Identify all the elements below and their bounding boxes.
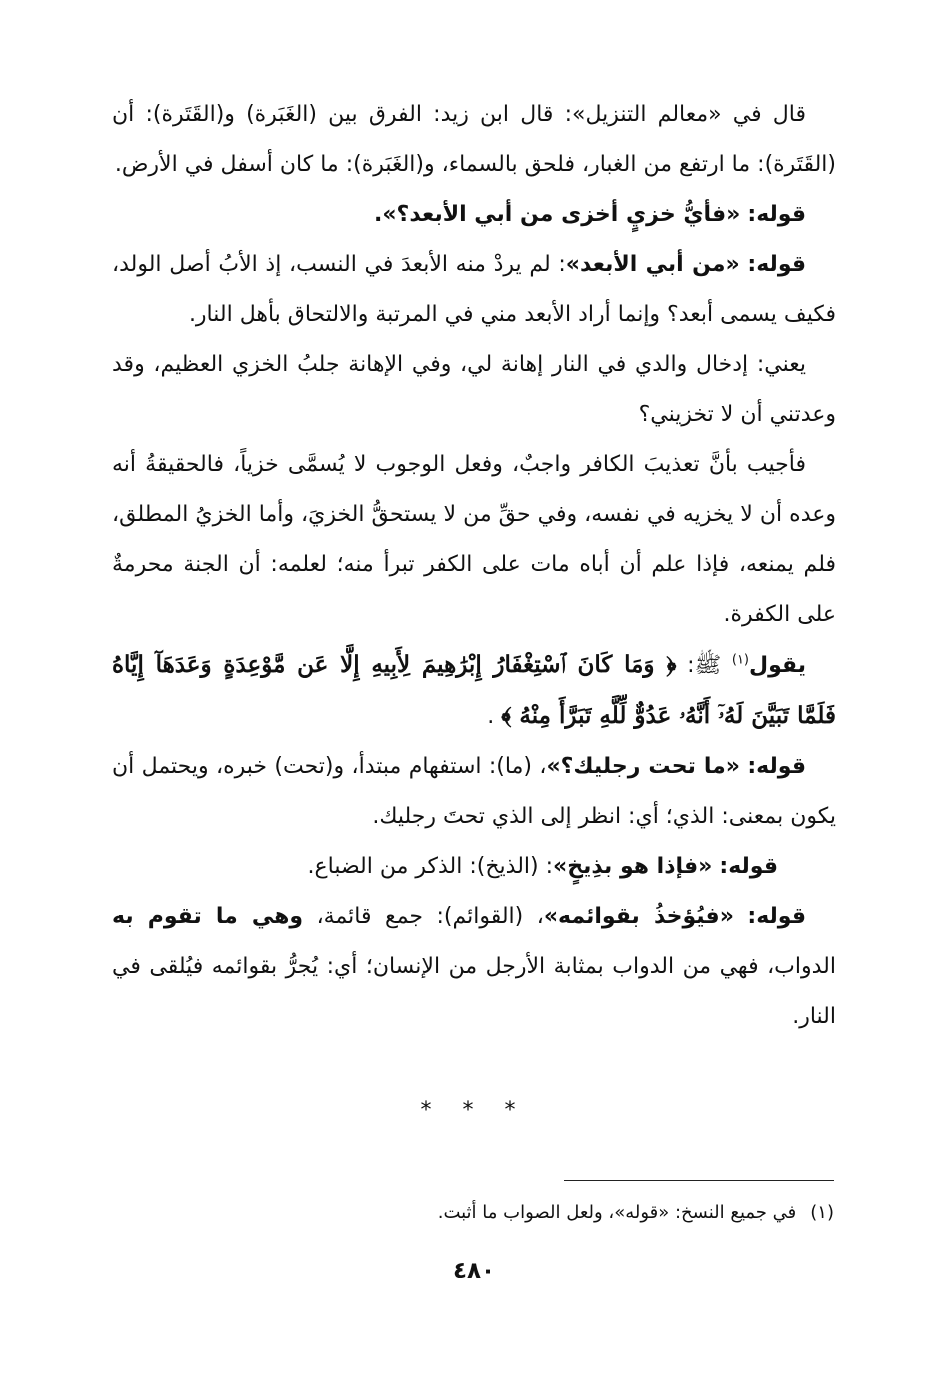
paragraph-9-quote: «فيُؤخذُ بقوائمه» — [543, 904, 734, 929]
paragraph-3-label: قوله: — [747, 252, 807, 277]
paragraph-9 — [112, 892, 836, 1042]
footnote-number: (١) — [810, 1202, 834, 1223]
paragraph-8-text: : (الذيخ): الذكر من الضباع. — [307, 854, 554, 879]
paragraph-4-text: يعني: إدخال والدي في النار إهانة لي، وفي الإهانة جلبُ الخزي العظيم، وقد وعدتني أن لا تخزيني؟ — [112, 352, 836, 427]
page-number: ٤٨٠ — [452, 1258, 496, 1284]
paragraph-4 — [112, 340, 836, 440]
footnote-divider — [564, 1180, 834, 1181]
paragraph-3-text: : لم يردْ منه الأبعدَ في النسب، إذ الأبُ أصل الولد، فكيف يسمى أبعد؟ وإنما أراد الأبعد مني في المرتبة والالتحاق بأهل النار. — [112, 252, 836, 327]
paragraph-7 — [112, 742, 836, 842]
footnote-text: في جميع النسخ: «قوله»، ولعل الصواب ما أثبت. — [437, 1202, 797, 1223]
footnote — [112, 1198, 834, 1228]
paragraph-6-end: . — [487, 704, 495, 729]
paragraph-8 — [112, 842, 836, 892]
paragraph-3-quote: «من أبي الأبعد» — [565, 252, 740, 277]
paragraph-8-label: قوله: — [719, 854, 778, 879]
paragraph-1-text: قال في «معالم التنزيل»: قال ابن زيد: الفرق بين (الغَبَرة) و(القَتَرة): أن (القَتَرة): ما ارتفع من الغبار، فلحق بالسماء، و(الغَبَرة): ما كان أسفل في الأرض. — [112, 102, 836, 177]
section-separator: * * * — [420, 1098, 528, 1123]
paragraph-3 — [112, 240, 836, 340]
paragraph-2-label: قوله: — [747, 202, 806, 227]
main-text — [112, 90, 836, 1042]
footnote-reference: (١) — [731, 652, 749, 668]
paragraph-6-label: يقول — [749, 653, 806, 678]
paragraph-2 — [112, 190, 836, 240]
paragraph-6 — [112, 640, 836, 742]
paragraph-8-quote: «فإذا هو بذِيخٍ» — [553, 854, 713, 879]
paragraph-9-text-a: ، (القوائم): جمع قائمة، — [303, 904, 544, 929]
paragraph-5-text: فأجيب بأنَّ تعذيبَ الكافر واجبٌ، وفعل الوجوب لا يُسمَّى خزياً، فالحقيقةُ أنه وعده أن لا يخزيه في نفسه، وفي حقِّ من لا يستحقُّ الخزيَ، وأما الخزيُ المطلق، فلم يمنعه، فإذا علم أن أباه مات على الكفر تبرأ منه؛ لعلمه: أن الجنة محرمةٌ على الكفرة. — [112, 452, 836, 627]
paragraph-9-label: قوله: — [747, 904, 807, 929]
paragraph-9-text-b: الدواب، فهي من الدواب بمثابة الأرجل من الإنسان؛ أي: يُجرُّ بقوائمه فيُلقى في النار. — [112, 954, 836, 1029]
paragraph-7-label: قوله: — [747, 754, 806, 779]
quran-verse: ﴿ وَمَا كَانَ ٱسْتِغْفَارُ إِبْرَٰهِيمَ لِأَبِيهِ إِلَّا عَن مَّوْعِدَةٍ وَعَدَهَآ إِيَّاهُ فَلَمَّا تَبَيَّنَ لَهُۥٓ أَنَّهُۥ عَدُوٌّ لِّلَّهِ تَبَرَّأَ مِنْهُ ﴾ — [112, 651, 836, 729]
paragraph-5 — [112, 440, 836, 640]
paragraph-1 — [112, 90, 836, 190]
paragraph-9-bold: وهي ما تقوم به — [112, 904, 304, 929]
honorific-symbol: ﷺ — [694, 653, 722, 678]
paragraph-7-text: ، (ما): استفهام مبتدأ، و(تحت) خبره، ويحتمل أن يكون بمعنى: الذي؛ أي: انظر إلى الذي تحتَ رجليك. — [112, 754, 836, 829]
paragraph-2-quote: «فأيُّ خزيٍ أخزى من أبي الأبعد؟». — [373, 202, 741, 227]
paragraph-7-quote: «ما تحت رجليك؟» — [546, 754, 740, 779]
paragraph-6-colon: : — [687, 653, 695, 678]
